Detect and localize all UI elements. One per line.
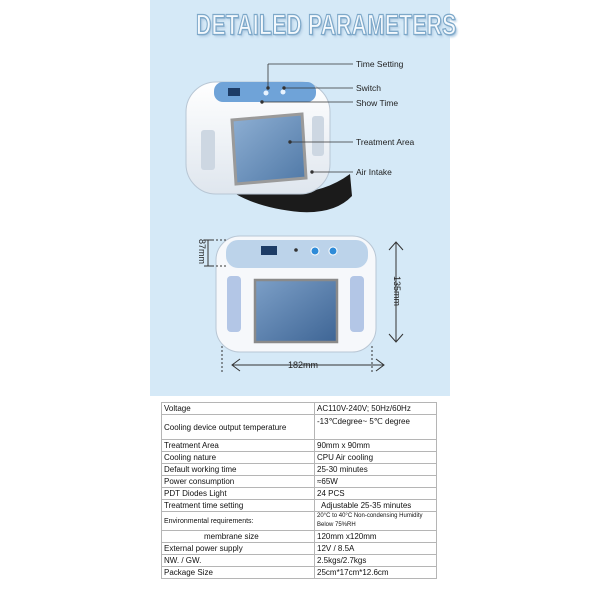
front-right-vent <box>350 276 364 332</box>
spec-key: membrane size <box>162 531 315 543</box>
spec-value: CPU Air cooling <box>315 452 437 464</box>
spec-value: 2.5kgs/2.7kgs <box>315 555 437 567</box>
spec-key: NW. / GW. <box>162 555 315 567</box>
callout-show-time: Show Time <box>356 98 399 108</box>
front-button-2 <box>329 247 337 255</box>
spec-value: AC110V-240V; 50Hz/60Hz <box>315 403 437 415</box>
table-row <box>162 440 437 452</box>
table-row <box>162 415 437 440</box>
spec-key: PDT Diodes Light <box>162 488 315 500</box>
front-sensor <box>294 248 298 252</box>
callout-treatment-area: Treatment Area <box>356 137 415 147</box>
spec-key: Cooling device output temperature <box>162 415 315 440</box>
front-left-vent <box>227 276 241 332</box>
spec-value: 120mm x120mm <box>315 531 437 543</box>
front-display <box>261 246 277 255</box>
callout-switch: Switch <box>356 83 382 93</box>
spec-value: 24 PCS <box>315 488 437 500</box>
spec-key: Cooling nature <box>162 452 315 464</box>
spec-value: 12V / 8.5A <box>315 543 437 555</box>
spec-value: 25-30 minutes <box>315 464 437 476</box>
banner-title: DETAILED PARAMETERS <box>196 10 457 42</box>
table-row <box>162 567 437 579</box>
spec-key: External power supply <box>162 543 315 555</box>
spec-key: Environmental requirements: <box>162 512 315 531</box>
spec-table <box>161 402 437 579</box>
spec-key: Treatment Area <box>162 440 315 452</box>
spec-key: Voltage <box>162 403 315 415</box>
table-row <box>162 464 437 476</box>
front-control-panel <box>226 240 368 268</box>
spec-value: -13℃degree~ 5℃ degree <box>315 415 437 440</box>
table-row <box>162 476 437 488</box>
table-row <box>162 452 437 464</box>
spec-value: 20°C to 40°C Non-condensing Humidity Below 75%RH <box>315 512 437 531</box>
table-row <box>162 403 437 415</box>
spec-key: Default working time <box>162 464 315 476</box>
spec-key: Treatment time setting <box>162 500 315 512</box>
table-row <box>162 500 437 512</box>
dimension-height: 87mm <box>197 239 207 265</box>
table-row <box>162 555 437 567</box>
spec-value: 25cm*17cm*12.6cm <box>315 567 437 579</box>
spec-value: ≈65W <box>315 476 437 488</box>
table-row <box>162 512 437 531</box>
front-treatment-pad <box>255 280 337 342</box>
callout-air-intake: Air Intake <box>356 167 392 177</box>
dimension-width: 182mm <box>288 360 319 370</box>
front-button-1 <box>311 247 319 255</box>
table-row <box>162 531 437 543</box>
spec-key: Package Size <box>162 567 315 579</box>
callout-time-setting: Time Setting <box>356 59 404 69</box>
spec-value: Adjustable 25-35 minutes <box>315 500 437 512</box>
spec-value: 90mm x 90mm <box>315 440 437 452</box>
dimension-depth: 135mm <box>392 276 402 307</box>
table-row <box>162 543 437 555</box>
spec-key: Power consumption <box>162 476 315 488</box>
table-row <box>162 488 437 500</box>
